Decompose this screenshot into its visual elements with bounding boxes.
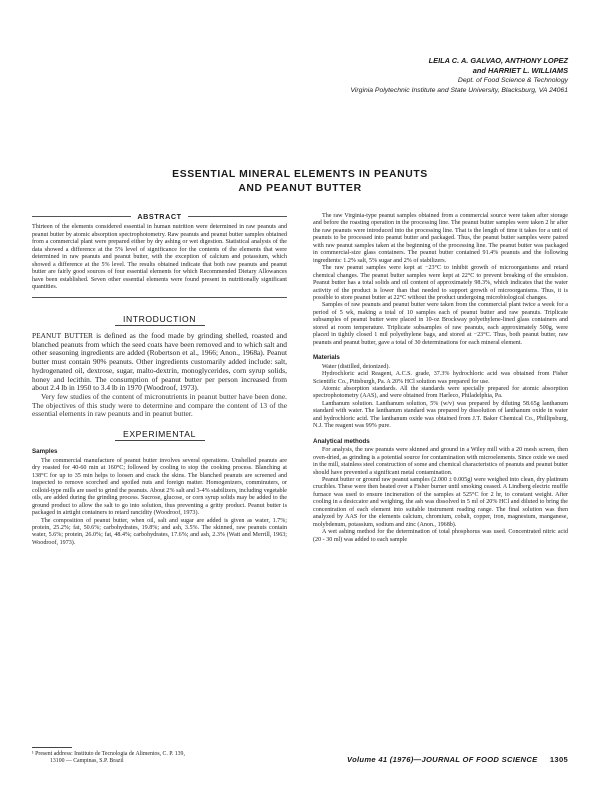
experimental-heading: EXPERIMENTAL	[123, 429, 196, 440]
abstract-rule-left	[32, 216, 131, 217]
abstract-end-rule	[32, 297, 287, 298]
footnote-line-1: ¹ Present address: Instituto de Tecnologia de Alimentos, C. P. 139,	[32, 751, 185, 757]
department: Dept. of Food Science & Technology	[457, 77, 568, 84]
introduction-body	[32, 332, 287, 419]
title-line-1: ESSENTIAL MINERAL ELEMENTS IN PEANUTS	[172, 169, 428, 180]
footnote-line-2: 13100 — Campinas, S.P. Brazil	[50, 758, 124, 764]
introduction-paragraph-1: PEANUT BUTTER is defined as the food made by grinding shelled, roasted and blanched peanuts from which the seed coats have been removed and to which salt and other seasoning ingredients are added (Robertson et al., 1966; Anon., 1968a). Peanut butter must contain 90% peanuts. Other ingredients customarily added include: salt, hydrogenated oil, dextrose, sugar, malto-dextrin, monoglycerides, corn syrup solids, honey and lecithin. The consumption of peanut butter per person increased from about 2.4 lb in 1950 to 3.4 lb in 1970 (Woodroof, 1973).	[32, 330, 287, 393]
right-column	[313, 213, 568, 544]
page-number: 1305	[549, 755, 568, 764]
left-column	[32, 213, 287, 547]
journal-citation: Volume 41 (1976)—JOURNAL OF FOOD SCIENCE	[346, 755, 538, 764]
author-block	[238, 56, 568, 96]
analytical-paragraph-2: Peanut butter or ground raw peanut samples (2.000 ± 0.005g) were weighed into clean, dry platinum crucibles. These were then heated over a Fisher burner until smoking ceased. A Lindberg electric muffle furnace was used to ensure incineration of the samples at 525°C for 2 hr, to constant weight. After cooling in a desiccator and weighing, the ash was dissolved in 5 ml of 20% HCl and diluted to bring the concentration of each element into suitable instrument reading range. The final solution was then analyzed by AAS for the elements calcium, chromium, cobalt, copper, iron, magnesium, manganese, molybdenum, potassium, sodium and zinc (Anon., 1968b).	[313, 476, 568, 528]
materials-aas-standards: Atomic absorption standards. All the standards were specially prepared for atomic absorption spectrophotometry (AAS), and were obtained from Harleco, Philadelphia, Pa.	[313, 385, 568, 400]
analytical-paragraph-3: A wet ashing method for the determination of total phosphorus was used. Concentrated nitric acid (20 - 30 ml) was added to each sample	[313, 529, 568, 543]
samples-paragraph-5: Samples of raw peanuts and peanut butter were taken from the commercial plant twice a week for a period of 5 wk, making a total of 10 samples each of peanut butter and raw peanuts. Triplicate subsamples of peanut butter were placed in 10-oz Brockway polyethylene-lined glass containers and stored at room temperature. Triplicate subsamples of raw peanuts, each approximately 500g, were placed in tightly closed 1 mil polyethylene bags, and stored at −23°C. Thus, both peanut butter, raw peanuts and peanut butter, gave a total of 30 determinations for each mineral element.	[313, 302, 568, 346]
samples-paragraph-3: The raw Virginia-type peanut samples obtained from a commercial source were taken after storage and before the roasting operation in the processing line. The peanut butter samples were taken 2 hr after the raw peanuts were introduced into the processing line. That is the length of time it takes for a unit of peanuts to be processed into peanut butter and packaged. Thus, the peanut butter samples were paired with raw peanut samples taken at the beginning of the processing line. The peanut butter was packaged in commercial-size glass containers. The peanut butter contained 91.4% peanuts and the following ingredients: 1.2% salt, 5% sugar and 2% of stabilizers.	[313, 213, 568, 264]
footnote	[32, 747, 287, 765]
materials-lanthanum: Lanthanum solution. Lanthanum solution, 5% (w/v) was prepared by diluting 58.65g lanthanum standard with water. The lanthanum standard was prepared by dissolution of lanthanum oxide in water and hydrochloric acid. The lanthanum oxide was obtained from J.T. Baker Chemical Co., Phillipsburg, N.J. The reagent was 99% pure.	[313, 400, 568, 430]
samples-paragraph-2: The composition of peanut butter, when oil, salt and sugar are added is given as water, 1.7%; protein, 25.2%; fat, 50.6%; carbohydrates, 19.8%; and ash, 3.5%. The skinned, raw peanuts contain water, 5.6%; protein, 26.0%; fat, 48.4%; carbohydrates, 17.6%; and ash, 2.3% (Watt and Merrill, 1963; Woodroof, 1973).	[32, 517, 287, 546]
samples-heading: Samples	[32, 448, 58, 456]
introduction-paragraph-2: Very few studies of the content of micronutrients in peanut butter have been done. The objectives of this study were to determine and compare the content of 13 of the essential elements in raw peanuts and in peanut butter.	[32, 391, 287, 419]
footnote-rule	[32, 747, 72, 748]
introduction-rule	[115, 325, 205, 326]
institution: Virginia Polytechnic Institute and State University, Blacksburg, VA 24061	[350, 87, 568, 94]
materials-water: Water (distilled, deionized).	[322, 363, 390, 370]
abstract-header	[32, 213, 287, 220]
abstract-label: ABSTRACT	[137, 212, 182, 221]
authors-line-2: and HARRIET L. WILLIAMS	[472, 66, 568, 75]
abstract-text: Thirteen of the elements considered essential in human nutrition were determined in raw peanuts and peanut butter by atomic absorption spectrophotometry. Raw peanuts and peanut butter samples obtained from a commercial plant were prepared either by dry ashing or wet digestion. Statistical analysis of the data showed a difference at the 5% level of significance for the contents of the elements that were determined in raw peanuts and peanut butter, with the exception of calcium and potassium, which showed a difference at the 5% level. The results obtained indicate that both raw peanuts and peanut butter are fairly good sources of four essential elements for which Recommended Dietary Allowances have been established. Seven other essential elements were found present in nutritionally significant quantities.	[32, 224, 287, 291]
authors-line-1: LEILA C. A. GALVAO, ANTHONY LOPEZ	[428, 56, 568, 65]
materials-hcl: Hydrochloric acid Reagent, A.C.S. grade, 37.3% hydrochloric acid was obtained from Fisher Scientific Co., Pittsburgh, Pa. A 20% HCl solution was prepared for use.	[313, 371, 568, 385]
page-footer	[347, 755, 568, 764]
article-title	[0, 168, 600, 196]
analytical-methods-heading: Analytical methods	[313, 437, 370, 445]
abstract-rule-right	[188, 216, 287, 217]
samples-paragraph-1: The commercial manufacture of peanut butter involves several operations. Unshelled peanuts are dry roasted for 40-60 min at 160°C; followed by cooling to stop the cooking process. Blanching at 138°C for up to 35 min helps to loosen and crack the skins. The blanched peanuts are screened and inspected to remove scorched and spoiled nuts and foreign matter. Homogenizers, comminuters, or colloid-type mills are used to grind the peanuts. About 2% salt and 3-4% stabilizers, including vegetable oils, are added during the grinding process. Sucrose, glucose, or corn syrup solids may be added to the ground product to allow the salt to go into solution, thus preventing a gritty product. Peanut butter is packaged in airtight containers to retard rancidity (Woodroof, 1973).	[32, 457, 287, 517]
experimental-rule	[115, 440, 205, 441]
analytical-paragraph-1: For analysis, the raw peanuts were skinned and ground in a Wiley mill with a 20 mesh screen, then oven-dried, as grinding is a potential source for contamination with microelements. Since oxide we used in the mill, stainless steel construction of some and chemical characteristics of peanuts and peanut butter should have prevented a significant metal contamination.	[313, 447, 568, 476]
title-line-2: AND PEANUT BUTTER	[238, 183, 362, 194]
materials-heading: Materials	[313, 354, 340, 362]
introduction-heading: INTRODUCTION	[122, 313, 197, 324]
samples-paragraph-4: The raw peanut samples were kept at −23°C to inhibit growth of microorganisms and retard chemical changes. The peanut butter samples were kept at 22°C to prevent breaking of the emulsion. Peanut butter has a total solids and oil content of approximately 98.3%, which indicates that the water activity of the product is lower than that needed to support growth of microorganisms. Thus, it is possible to store peanut butter at 22°C without the product undergoing microbiological changes.	[313, 265, 568, 301]
